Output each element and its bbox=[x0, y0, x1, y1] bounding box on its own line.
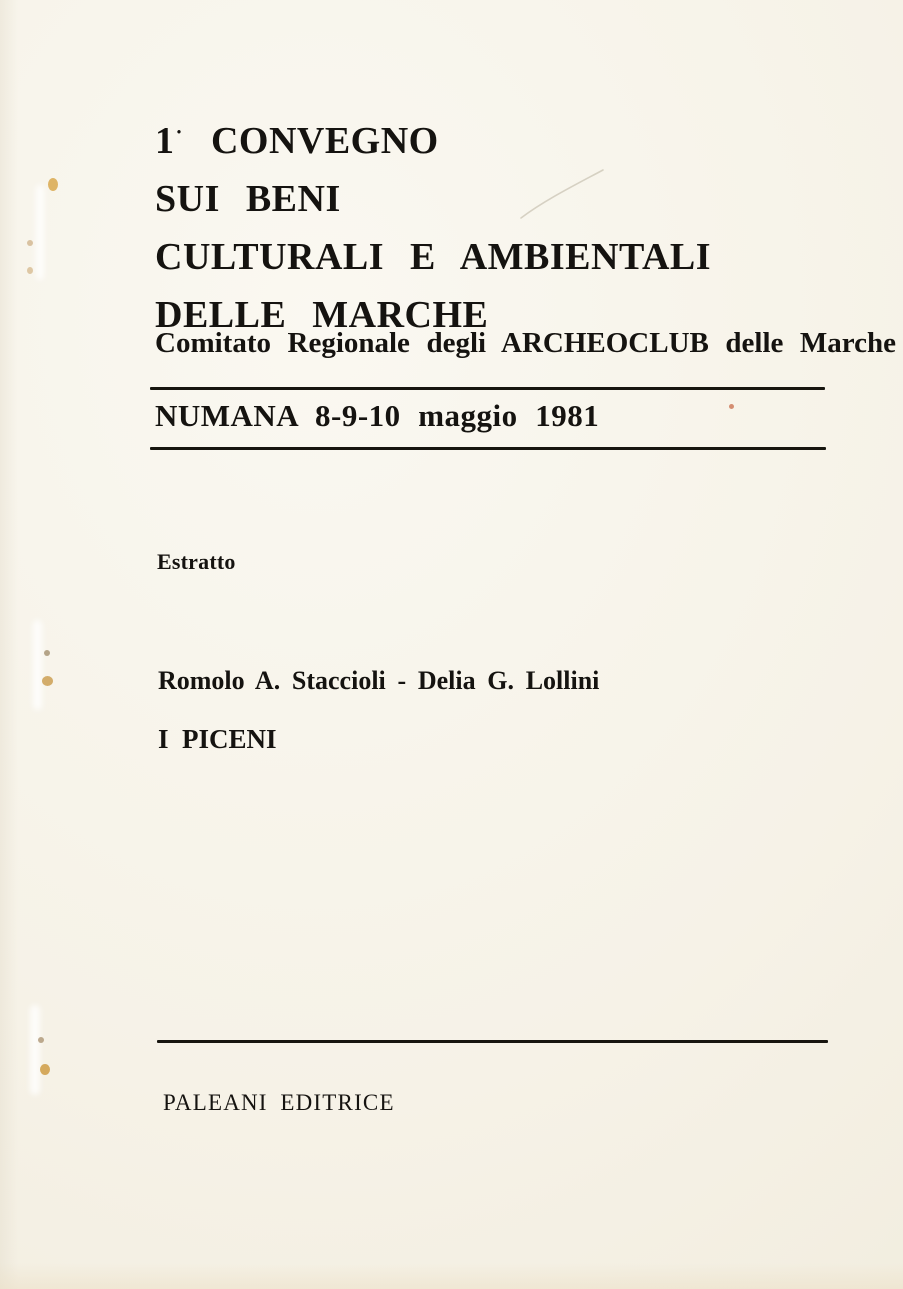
paper-speck bbox=[40, 1064, 50, 1075]
work-title: I PICENI bbox=[158, 724, 277, 754]
paper-speck bbox=[27, 240, 33, 246]
conference-title-line-4: DELLE MARCHE bbox=[155, 294, 489, 336]
paper-crease bbox=[30, 1005, 40, 1095]
authors-line: Romolo A. Staccioli - Delia G. Lollini bbox=[158, 666, 600, 695]
edition-note: Estratto bbox=[157, 549, 236, 574]
conference-title bbox=[155, 112, 711, 344]
paper-speck bbox=[27, 267, 33, 274]
publisher-imprint: PALEANI EDITRICE bbox=[163, 1090, 395, 1115]
conference-title-line-1: 1· CONVEGNO bbox=[155, 120, 439, 162]
ordinal-number: 1 bbox=[155, 120, 175, 162]
paper-speck bbox=[48, 178, 58, 191]
paper-speck bbox=[38, 1037, 44, 1043]
paper-speck bbox=[44, 650, 50, 656]
committee-subtitle: Comitato Regionale degli ARCHEOCLUB delle Marche bbox=[155, 327, 896, 359]
paper-speck bbox=[42, 676, 53, 686]
paper-crease bbox=[36, 185, 44, 280]
divider-rule-top bbox=[150, 387, 825, 390]
conference-title-line-3: CULTURALI E AMBIENTALI bbox=[155, 236, 712, 278]
event-place-date: NUMANA 8-9-10 maggio 1981 bbox=[155, 398, 600, 433]
conference-title-word: CONVEGNO bbox=[210, 120, 439, 162]
conference-title-line-2: SUI BENI bbox=[155, 178, 341, 220]
paper-speck bbox=[729, 404, 734, 409]
paper-crease bbox=[33, 620, 42, 710]
divider-rule-bottom bbox=[150, 447, 826, 450]
footer-rule bbox=[157, 1040, 828, 1043]
